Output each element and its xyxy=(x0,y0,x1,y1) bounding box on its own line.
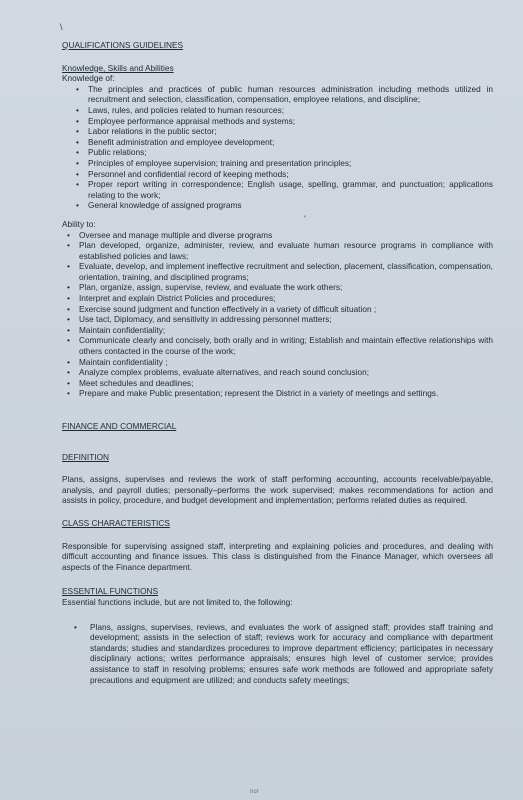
list-item: • Public relations; xyxy=(88,147,493,158)
ability-list xyxy=(62,230,493,400)
essential-intro: Essential functions include, but are not limited to, the following: xyxy=(62,596,293,607)
list-item: • Laws, rules, and policies related to human resources; xyxy=(88,105,493,116)
list-item: • Exercise sound judgment and function effectively in a variety of difficult situation ; xyxy=(79,304,493,315)
ksa-subtitle: Knowledge, Skills and Abilities xyxy=(62,62,174,73)
list-item: • Principles of employee supervision; training and presentation principles; xyxy=(88,158,493,169)
ability-intro: Ability to: xyxy=(62,218,96,229)
list-item: • Labor relations in the public sector; xyxy=(88,126,493,137)
list-item: • Interpret and explain District Policies and procedures; xyxy=(79,293,493,304)
essential-functions-heading: ESSENTIAL FUNCTIONS xyxy=(62,586,159,597)
corner-mark: \ xyxy=(60,22,63,32)
qualifications-title: QUALIFICATIONS GUIDELINES xyxy=(62,40,184,50)
list-item: • General knowledge of assigned programs xyxy=(88,200,493,211)
page-number: nor xyxy=(250,789,259,795)
knowledge-list xyxy=(62,84,493,211)
class-characteristics-heading: CLASS CHARACTERISTICS xyxy=(62,517,170,528)
list-item: • Evaluate, develop, and implement ineffective recruitment and selection, placement, classification, compensation, orientation, training, and disciplined programs; xyxy=(79,261,493,282)
definition-text: Plans, assigns, supervises and reviews the work of staff performing accounting, accounts receivable/payable, analysis, and payroll duties; personally–performs the work supervised; makes recommendations for action and assists in policy, procedure, and budget development and implementation; performs related duties as required. xyxy=(62,474,493,506)
list-item: • The principles and practices of public human resources administration including methods utilized in recruitment and selection, classification, compensation, employee relations, and discipline; xyxy=(88,84,493,105)
essential-functions-list xyxy=(62,622,493,686)
list-item: • Proper report writing in correspondence; English usage, spelling, grammar, and punctuation; applications relating to the work; xyxy=(88,179,493,200)
class-characteristics-text: Responsible for supervising assigned staff, interpreting and explaining policies and procedures, and dealing with difficult accounting and finance issues. This class is distinguished from the Finance Manager, which oversees all aspects of the Finance department. xyxy=(62,540,493,572)
list-item: • Personnel and confidential record of keeping methods; xyxy=(88,169,493,180)
list-item: • Prepare and make Public presentation; represent the District in a variety of meetings and settings. xyxy=(79,388,493,399)
list-item: • Plan, organize, assign, supervise, review, and evaluate the work others; xyxy=(79,282,493,293)
tick-mark: ' xyxy=(304,214,306,224)
list-item: • Analyze complex problems, evaluate alternatives, and reach sound conclusion; xyxy=(79,367,493,378)
list-item: • Benefit administration and employee development; xyxy=(88,137,493,148)
list-item: • Communicate clearly and concisely, both orally and in writing; Establish and maintain effective relationships with others contacted in the course of the work; xyxy=(79,335,493,356)
list-item: • Maintain confidentiality ; xyxy=(79,357,493,368)
definition-heading: DEFINITION xyxy=(62,451,110,462)
knowledge-intro: Knowledge of: xyxy=(62,73,115,84)
list-item: • Maintain confidentiality; xyxy=(79,325,493,336)
list-item: • Plans, assigns, supervises, reviews, and evaluates the work of assigned staff; provides staff training and development; assists in the selection of staff; reviews work for accuracy and compliance with department standards; studies and standardizes procedures to improve department efficiency; participates in necessary disciplinary actions; writes performance appraisals; ensures high level of customer service; provides assistance to staff in resolving problems; ensures safe work methods are followed and appropriate safety precautions and equipment are utilized; and conducts safety meetings; xyxy=(90,622,493,686)
list-item: • Meet schedules and deadlines; xyxy=(79,378,493,389)
finance-title: FINANCE AND COMMERCIAL xyxy=(62,421,177,431)
list-item: • Use tact, Diplomacy, and sensitivity in addressing personnel matters; xyxy=(79,314,493,325)
list-item: • Plan developed, organize, administer, review, and evaluate human resource programs in compliance with established policies and laws; xyxy=(79,240,493,261)
list-item: • Oversee and manage multiple and diverse programs xyxy=(79,230,493,241)
list-item: • Employee performance appraisal methods and systems; xyxy=(88,116,493,127)
